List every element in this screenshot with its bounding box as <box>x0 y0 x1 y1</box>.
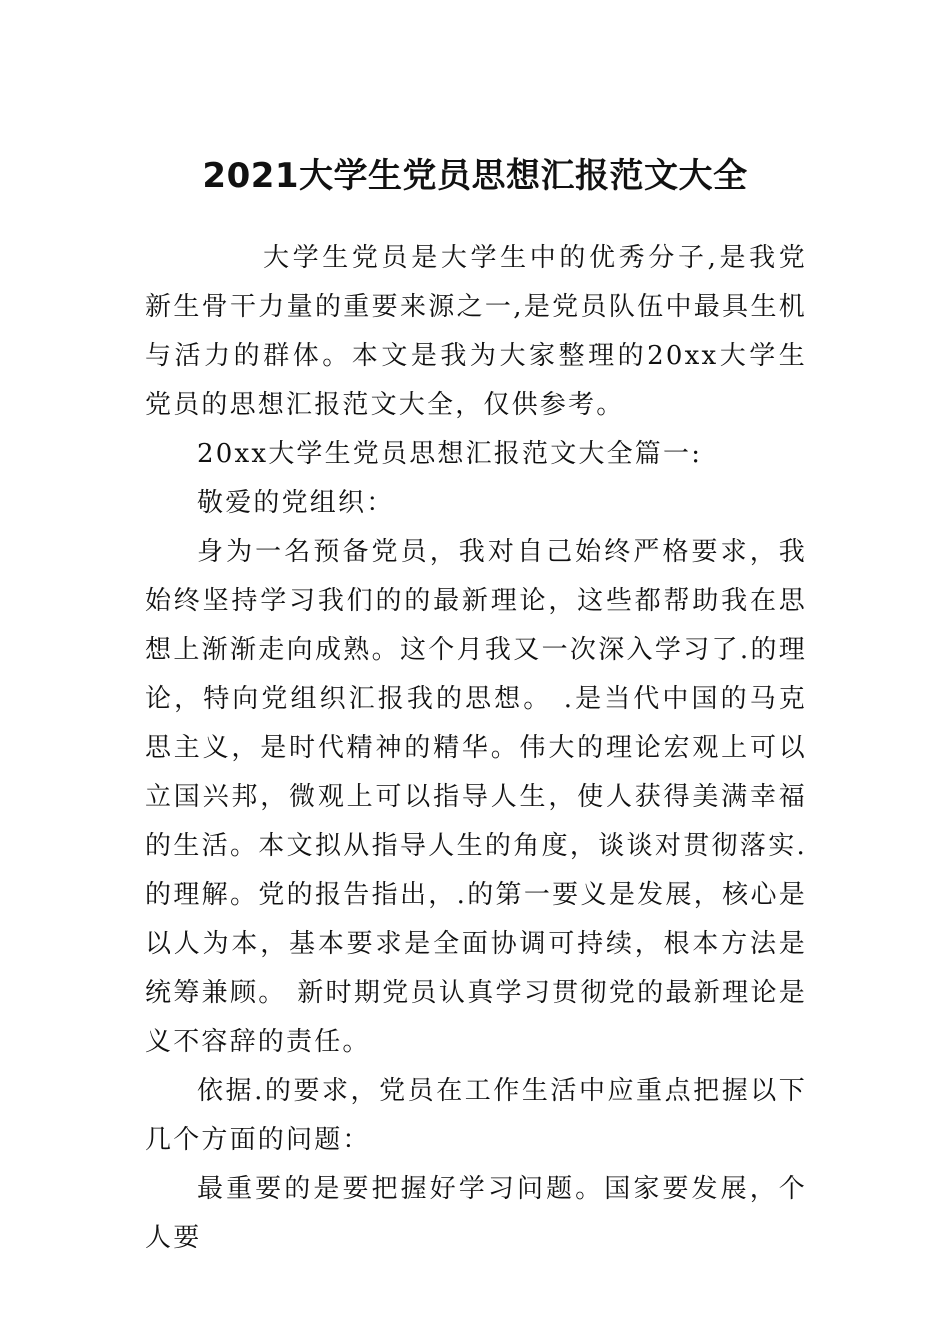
document-body <box>145 234 807 1263</box>
body-paragraph: 身为一名预备党员，我对自己始终严格要求，我始终坚持学习我们的的最新理论，这些都帮助我在思想上渐渐走向成熟。这个月我又一次深入学习了.的理论，特向党组织汇报我的思想。 .是当代中国的马克思主义，是时代精神的精华。伟大的理论宏观上可以立国兴邦，微观上可以指导人生，使人获得美满幸福的生活。本文拟从指导人生的角度，谈谈对贯彻落实.的理解。党的报告指出，.的第一要义是发展，核心是以人为本，基本要求是全面协调可持续，根本方法是统筹兼顾。 新时期党员认真学习贯彻党的最新理论是义不容辞的责任。 <box>145 537 807 1057</box>
salutation: 敬爱的党组织： <box>197 488 395 518</box>
section-heading: 20xx大学生党员思想汇报范文大全篇一: <box>197 439 703 469</box>
body-paragraph: 依据.的要求，党员在工作生活中应重点把握以下几个方面的问题： <box>145 1076 807 1155</box>
intro-paragraph: 大学生党员是大学生中的优秀分子,是我党新生骨干力量的重要来源之一,是党员队伍中最具生机与活力的群体。本文是我为大家整理的20xx大学生党员的思想汇报范文大全，仅供参考。 <box>145 243 807 420</box>
body-paragraph: 最重要的是要把握好学习问题。国家要发展，个人要 <box>145 1174 807 1253</box>
document-title: 2021大学生党员思想汇报范文大全 <box>202 155 748 196</box>
